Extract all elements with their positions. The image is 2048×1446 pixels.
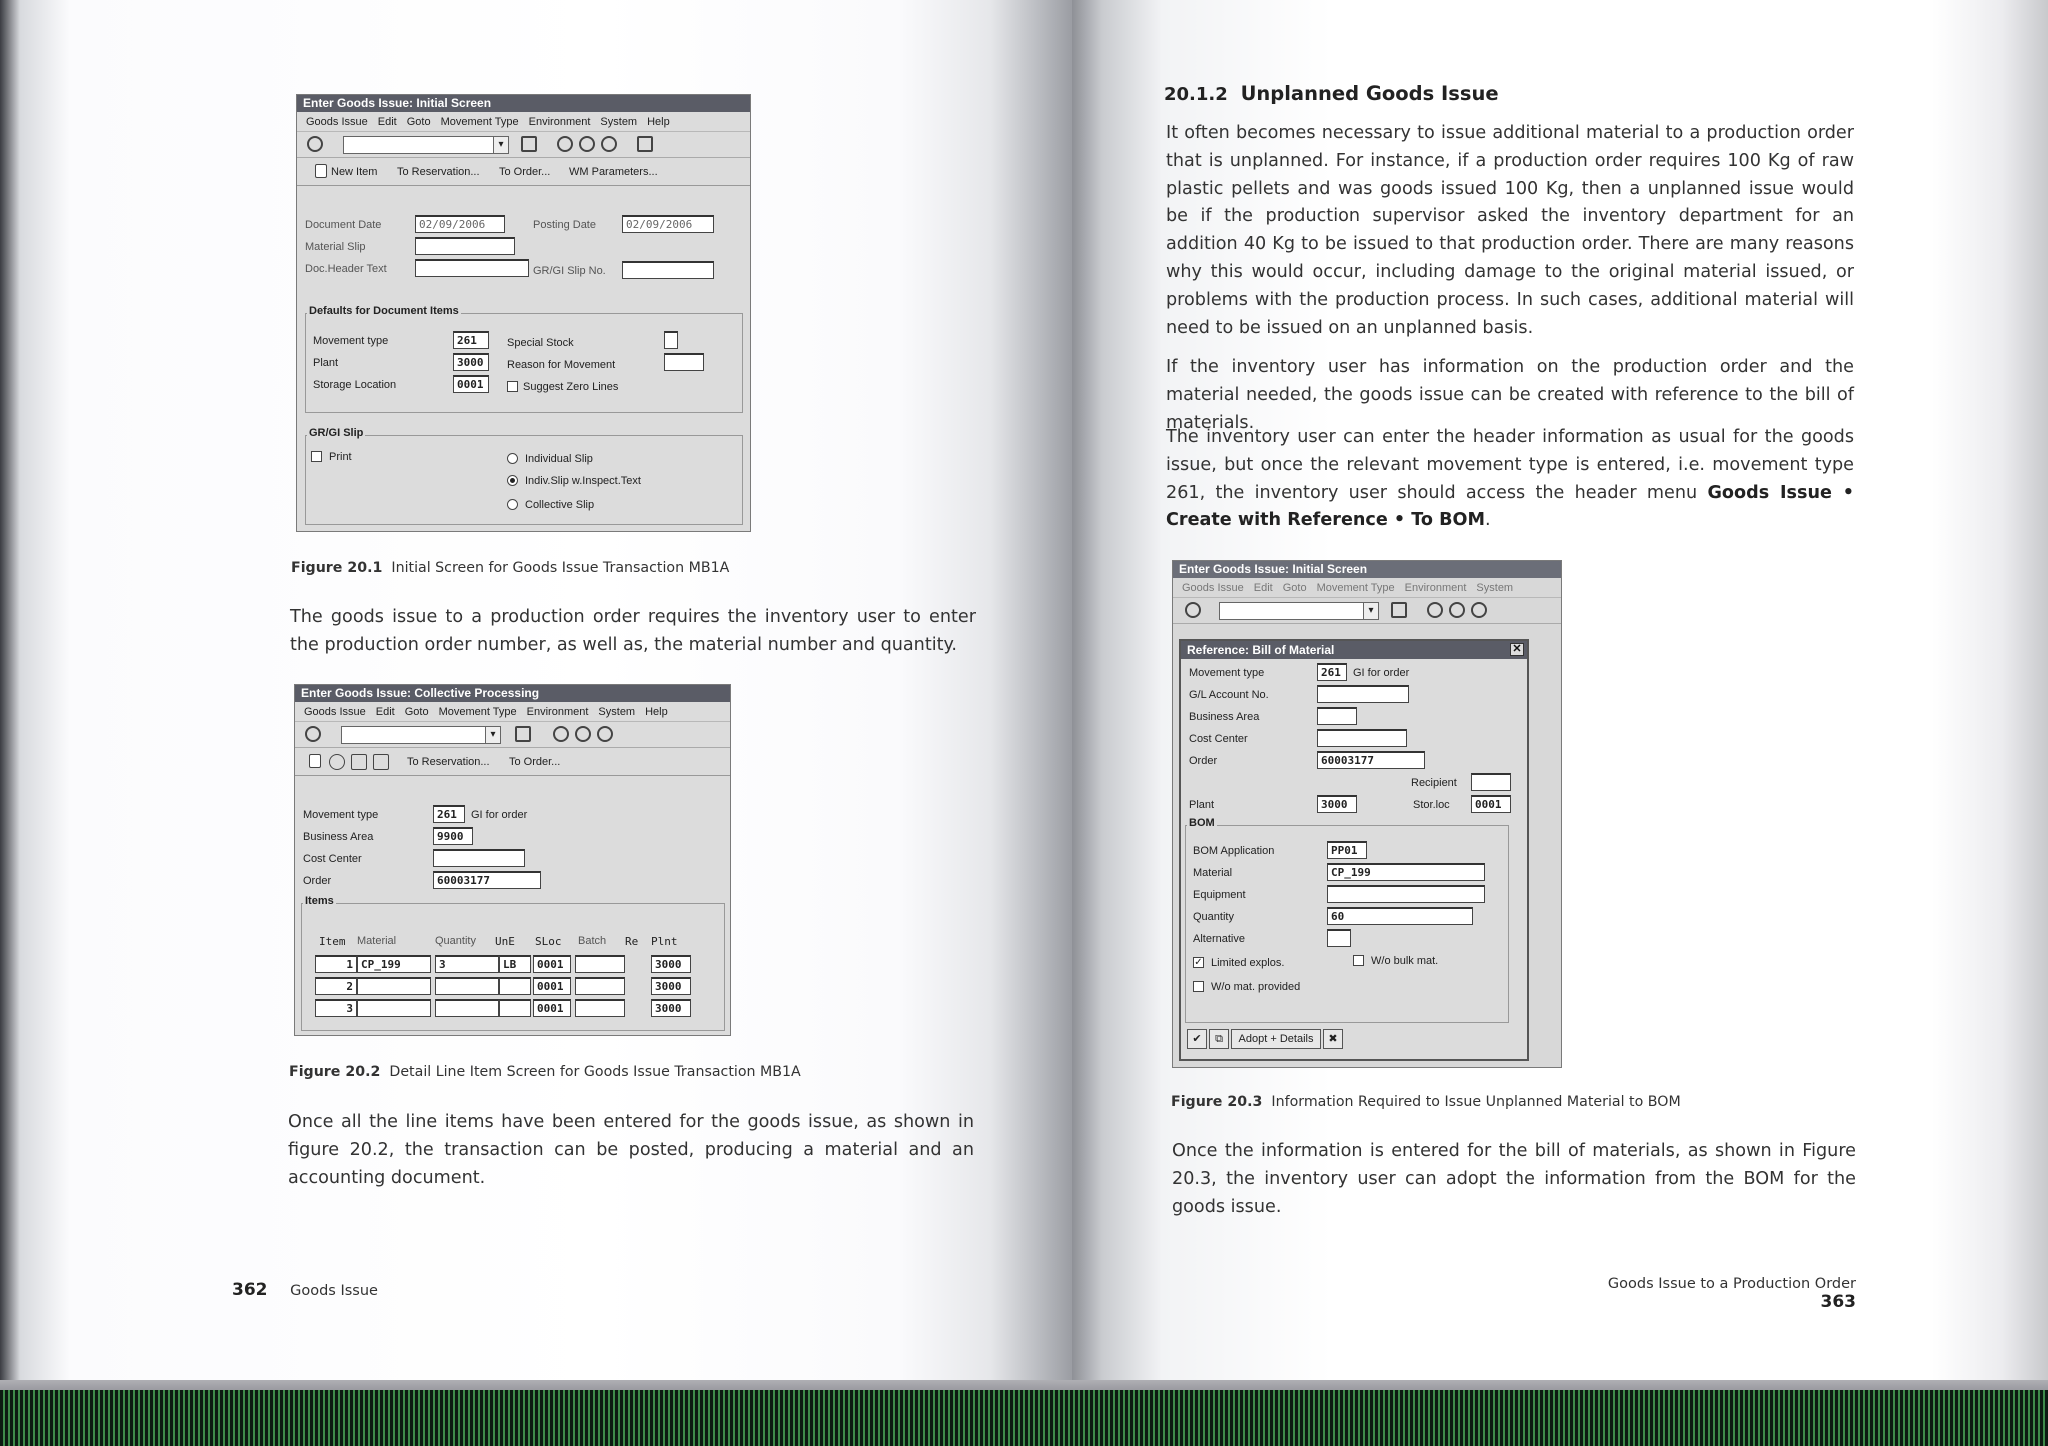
- application-toolbar: [297, 158, 750, 186]
- row-sloc-field[interactable]: 0001: [533, 977, 571, 995]
- running-section: Goods Issue to a Production Order: [1607, 1276, 1856, 1292]
- storage-location-field[interactable]: 0001: [453, 375, 489, 393]
- business-area-field[interactable]: [1317, 707, 1357, 725]
- menu-goods-issue[interactable]: Goods Issue: [306, 116, 368, 128]
- menu-movement-type[interactable]: Movement Type: [440, 116, 519, 128]
- print-icon[interactable]: [373, 754, 389, 770]
- row-item-number[interactable]: 2: [315, 977, 357, 995]
- menu-goto[interactable]: Goto: [1282, 582, 1307, 594]
- standard-toolbar: [295, 722, 730, 748]
- cancel-icon[interactable]: ✖: [1323, 1029, 1343, 1049]
- indiv-slip-inspect-radio[interactable]: [507, 475, 518, 486]
- menu-system[interactable]: System: [1476, 582, 1514, 594]
- collective-slip-label: Collective Slip: [525, 499, 595, 511]
- menu-goto[interactable]: Goto: [404, 706, 429, 718]
- defaults-group-title: Defaults for Document Items: [309, 305, 459, 317]
- limited-explos-checkbox[interactable]: ✓: [1194, 957, 1203, 968]
- enter-icon[interactable]: [307, 136, 323, 152]
- movement-type-field[interactable]: 261: [1317, 663, 1347, 681]
- detail-icon[interactable]: [351, 754, 367, 770]
- row-unit-field[interactable]: [499, 977, 531, 995]
- section-title: Unplanned Goods Issue: [1240, 82, 1499, 105]
- order-label: Order: [1189, 755, 1218, 767]
- to-reservation-button[interactable]: To Reservation...: [397, 166, 480, 178]
- print-icon[interactable]: [637, 136, 653, 152]
- save-icon[interactable]: [521, 136, 537, 152]
- storloc-field[interactable]: 0001: [1471, 795, 1511, 813]
- caption-label: Figure 20.3: [1171, 1094, 1263, 1110]
- menu-edit[interactable]: Edit: [1253, 582, 1273, 594]
- business-area-label: Business Area: [303, 831, 374, 843]
- menu-edit[interactable]: Edit: [375, 706, 395, 718]
- exit-icon[interactable]: [575, 726, 591, 742]
- left-page: [0, 0, 1072, 1380]
- business-area-label: Business Area: [1189, 711, 1260, 723]
- row-unit-field[interactable]: [499, 999, 531, 1017]
- material-slip-label: Material Slip: [305, 241, 366, 253]
- row-plant-field[interactable]: 3000: [651, 955, 691, 973]
- row-unit-field[interactable]: LB: [499, 955, 531, 973]
- material-slip-field[interactable]: [415, 237, 515, 255]
- order-field[interactable]: 60003177: [433, 871, 541, 889]
- special-stock-field[interactable]: [664, 331, 678, 349]
- alternative-field[interactable]: [1327, 929, 1351, 947]
- running-section: Goods Issue: [290, 1283, 378, 1299]
- print-checkbox[interactable]: [311, 451, 322, 462]
- posting-date-label: Posting Date: [533, 219, 596, 231]
- caption-text: Initial Screen for Goods Issue Transaction MB1A: [391, 560, 730, 576]
- doc-header-text-field[interactable]: [415, 259, 529, 277]
- suggest-zero-lines-checkbox[interactable]: [507, 381, 518, 392]
- page-number: 363: [1820, 1292, 1856, 1312]
- document-date-field[interactable]: 02/09/2006: [415, 215, 505, 233]
- quantity-field[interactable]: 60: [1327, 907, 1473, 925]
- menu-goods-issue[interactable]: Goods Issue: [1182, 582, 1244, 594]
- back-icon[interactable]: [553, 726, 569, 742]
- row-quantity-field[interactable]: 3: [435, 955, 499, 973]
- menu-help[interactable]: Help: [645, 706, 668, 718]
- standard-toolbar: [297, 132, 750, 158]
- quantity-label: Quantity: [1193, 911, 1234, 923]
- caption-label: Figure 20.1: [291, 560, 383, 576]
- menu-environment[interactable]: Environment: [526, 706, 589, 718]
- to-reservation-button[interactable]: To Reservation...: [407, 756, 490, 768]
- save-icon[interactable]: [1391, 602, 1407, 618]
- material-field[interactable]: CP_199: [1327, 863, 1485, 881]
- paragraph: If the inventory user has information on the production order and the material needed, the goods issue can be created with reference to the bill of materials.: [1166, 357, 1854, 433]
- equipment-label: Equipment: [1193, 889, 1246, 901]
- enter-icon[interactable]: [305, 726, 321, 742]
- page-number: 362: [232, 1280, 268, 1300]
- figure-20-1-caption: [291, 560, 729, 576]
- new-item-icon[interactable]: [309, 754, 321, 768]
- paragraph: Once the information is entered for the bill of materials, as shown in Figure 20.3, the inventory user can adopt the information from the BOM for the goods issue.: [1172, 1141, 1856, 1217]
- caption-label: Figure 20.2: [289, 1064, 381, 1080]
- close-icon[interactable]: ✕: [1510, 643, 1524, 656]
- paragraph: Once all the line items have been entered for the goods issue, as shown in figure 20.2, the transaction can be posted, producing a material and an accounting document.: [288, 1112, 974, 1188]
- menu-path: Goods Issue • Create with Reference • To BOM: [1166, 482, 1855, 531]
- bom-group-title: BOM: [1189, 817, 1215, 829]
- cancel-icon[interactable]: [601, 136, 617, 152]
- bom-application-field[interactable]: PP01: [1327, 841, 1367, 859]
- adopt-details-button[interactable]: Adopt + Details: [1231, 1029, 1321, 1049]
- menu-system[interactable]: System: [600, 116, 638, 128]
- movement-type-label: Movement type: [1189, 667, 1265, 679]
- application-toolbar: [295, 748, 730, 776]
- individual-slip-label: Individual Slip: [525, 453, 593, 465]
- to-order-button[interactable]: To Order...: [499, 166, 551, 178]
- plant-label: Plant: [313, 357, 339, 369]
- row-quantity-field[interactable]: [435, 999, 499, 1017]
- plant-field[interactable]: 3000: [1317, 795, 1357, 813]
- movement-type-desc: GI for order: [471, 809, 528, 821]
- paragraph-end: .: [1485, 510, 1491, 531]
- figure-20-3-screenshot: [1172, 560, 1562, 1068]
- document-date-label: Document Date: [305, 219, 382, 231]
- copy-icon[interactable]: ⧉: [1209, 1029, 1229, 1049]
- row-material-field[interactable]: CP_199: [357, 955, 431, 973]
- material-label: Material: [1193, 867, 1233, 879]
- wo-mat-provided-label: W/o mat. provided: [1211, 981, 1301, 993]
- row-sloc-field[interactable]: 0001: [533, 955, 571, 973]
- command-field[interactable]: [1219, 602, 1379, 620]
- row-plant-field[interactable]: 3000: [651, 977, 691, 995]
- menu-bar: [295, 702, 730, 722]
- cost-center-label: Cost Center: [1189, 733, 1248, 745]
- movement-type-field[interactable]: 261: [453, 331, 489, 349]
- suggest-zero-lines-label: Suggest Zero Lines: [523, 381, 619, 393]
- row-material-field[interactable]: [357, 977, 431, 995]
- recipient-label: Recipient: [1411, 777, 1457, 789]
- section-heading: [1164, 82, 1499, 105]
- wo-bulk-mat-checkbox[interactable]: [1353, 955, 1364, 966]
- alternative-label: Alternative: [1193, 933, 1245, 945]
- row-batch-field[interactable]: [575, 955, 625, 973]
- new-item-button[interactable]: New Item: [331, 166, 378, 178]
- menu-environment[interactable]: Environment: [528, 116, 591, 128]
- print-label: Print: [329, 451, 352, 463]
- plant-label: Plant: [1189, 799, 1215, 811]
- posting-date-field[interactable]: 02/09/2006: [622, 215, 714, 233]
- grgi-slip-no-field[interactable]: [622, 261, 714, 279]
- movement-type-field[interactable]: 261: [433, 805, 465, 823]
- recipient-field[interactable]: [1471, 773, 1511, 791]
- movement-type-desc: GI for order: [1353, 667, 1410, 679]
- grgi-slip-group: [305, 435, 743, 525]
- figure-20-2-screenshot: [294, 684, 731, 1036]
- menu-goods-issue[interactable]: Goods Issue: [304, 706, 366, 718]
- col-quantity[interactable]: Quantity: [435, 935, 476, 947]
- figure-20-2-caption: [289, 1064, 801, 1080]
- menu-system[interactable]: System: [598, 706, 636, 718]
- row-plant-field[interactable]: 3000: [651, 999, 691, 1017]
- collective-slip-radio[interactable]: [507, 499, 518, 510]
- grgi-slip-group-title: GR/GI Slip: [309, 427, 364, 439]
- standard-toolbar: [1173, 598, 1561, 624]
- row-batch-field[interactable]: [575, 999, 625, 1017]
- col-plant[interactable]: Plnt: [651, 935, 678, 948]
- menu-movement-type[interactable]: Movement Type: [1316, 582, 1395, 594]
- paragraph: [1166, 424, 1854, 535]
- command-field[interactable]: [341, 726, 501, 744]
- cancel-icon[interactable]: [597, 726, 613, 742]
- back-icon[interactable]: [1427, 602, 1443, 618]
- exit-icon[interactable]: [579, 136, 595, 152]
- menu-edit[interactable]: Edit: [377, 116, 397, 128]
- menu-movement-type[interactable]: Movement Type: [438, 706, 517, 718]
- confirm-check-icon[interactable]: ✔: [1187, 1029, 1207, 1049]
- bom-reference-dialog: [1179, 639, 1529, 1061]
- dialog-title-bar: [1181, 641, 1527, 659]
- caption-text: Information Required to Issue Unplanned Material to BOM: [1271, 1094, 1681, 1110]
- storage-location-label: Storage Location: [313, 379, 397, 391]
- cancel-icon[interactable]: [1471, 602, 1487, 618]
- figure-20-1-screenshot: [296, 94, 751, 532]
- special-stock-label: Special Stock: [507, 337, 574, 349]
- menu-goto[interactable]: Goto: [406, 116, 431, 128]
- order-label: Order: [303, 875, 332, 887]
- section-number: 20.1.2: [1164, 84, 1228, 105]
- indiv-slip-inspect-label: Indiv.Slip w.Inspect.Text: [525, 475, 641, 487]
- order-field[interactable]: 60003177: [1317, 751, 1425, 769]
- col-batch[interactable]: Batch: [578, 935, 607, 947]
- dialog-title: Reference: Bill of Material: [1187, 643, 1335, 657]
- col-reason[interactable]: Re: [625, 935, 639, 948]
- col-unit[interactable]: UnE: [495, 935, 515, 948]
- storloc-label: Stor.loc: [1413, 799, 1450, 811]
- window-title: Enter Goods Issue: Initial Screen: [1173, 561, 1561, 578]
- command-field[interactable]: [343, 136, 509, 154]
- new-item-icon[interactable]: [315, 164, 327, 178]
- row-item-number[interactable]: 1: [315, 955, 357, 973]
- col-material[interactable]: Material: [357, 935, 397, 947]
- plant-field[interactable]: 3000: [453, 353, 489, 371]
- page-footer: [232, 1280, 378, 1300]
- gl-account-label: G/L Account No.: [1189, 689, 1269, 701]
- reason-field[interactable]: [664, 353, 704, 371]
- cost-center-label: Cost Center: [303, 853, 362, 865]
- figure-20-3-caption: [1171, 1094, 1681, 1110]
- gl-account-field[interactable]: [1317, 685, 1409, 703]
- bom-application-label: BOM Application: [1193, 845, 1275, 857]
- items-group-title: Items: [305, 895, 334, 907]
- menu-bar: [297, 112, 750, 132]
- cost-center-field[interactable]: [433, 849, 525, 867]
- row-batch-field[interactable]: [575, 977, 625, 995]
- row-quantity-field[interactable]: [435, 977, 499, 995]
- wo-mat-provided-checkbox[interactable]: [1193, 981, 1204, 992]
- equipment-field[interactable]: [1327, 885, 1485, 903]
- col-item[interactable]: Item: [319, 935, 346, 948]
- limited-explos-label: Limited explos.: [1211, 957, 1285, 969]
- menu-environment[interactable]: Environment: [1404, 582, 1467, 594]
- cost-center-field[interactable]: [1317, 729, 1407, 747]
- col-sloc[interactable]: SLoc: [535, 935, 562, 948]
- movement-type-label: Movement type: [313, 335, 389, 347]
- row-material-field[interactable]: [357, 999, 431, 1017]
- window-title: Enter Goods Issue: Collective Processing: [295, 685, 730, 702]
- to-order-button[interactable]: To Order...: [509, 756, 561, 768]
- caption-text: Detail Line Item Screen for Goods Issue Transaction MB1A: [389, 1064, 801, 1080]
- row-item-number[interactable]: 3: [315, 999, 357, 1017]
- person-icon[interactable]: [329, 754, 345, 770]
- row-sloc-field[interactable]: 0001: [533, 999, 571, 1017]
- right-page: [1072, 0, 2048, 1380]
- grgi-slip-no-label: GR/GI Slip No.: [533, 265, 606, 277]
- window-title: Enter Goods Issue: Initial Screen: [297, 95, 750, 112]
- menu-bar: [1173, 578, 1561, 598]
- paragraph: The goods issue to a production order requires the inventory user to enter the production order number, as well as, the material number and quantity.: [290, 607, 976, 655]
- page-footer: [1606, 1276, 1856, 1312]
- exit-icon[interactable]: [1449, 602, 1465, 618]
- wo-bulk-mat-label: W/o bulk mat.: [1371, 955, 1439, 967]
- movement-type-label: Movement type: [303, 809, 379, 821]
- doc-header-text-label: Doc.Header Text: [305, 263, 387, 275]
- back-icon[interactable]: [557, 136, 573, 152]
- wm-parameters-button[interactable]: WM Parameters...: [569, 166, 658, 178]
- menu-help[interactable]: Help: [647, 116, 670, 128]
- enter-icon[interactable]: [1185, 602, 1201, 618]
- save-icon[interactable]: [515, 726, 531, 742]
- reason-label: Reason for Movement: [507, 359, 616, 371]
- paragraph: It often becomes necessary to issue additional material to a production order that is unplanned. For instance, if a production order requires 100 Kg of raw plastic pellets and was goods issued 100 Kg, then a unplanned issue would be if the production supervisor asked the inventory department for an addition 40 Kg to be issued to that production order. There are many reasons why this would occur, including damage to the original material issued, or problems with the production process. In such cases, additional material will need to be issued on an unplanned basis.: [1166, 123, 1854, 338]
- business-area-field[interactable]: 9900: [433, 827, 473, 845]
- paragraph-text: The inventory user can enter the header information as usual for the goods issue, but once the relevant movement type is entered, i.e. movement type 261, the inventory user should access the header menu: [1166, 427, 1854, 503]
- individual-slip-radio[interactable]: [507, 453, 518, 464]
